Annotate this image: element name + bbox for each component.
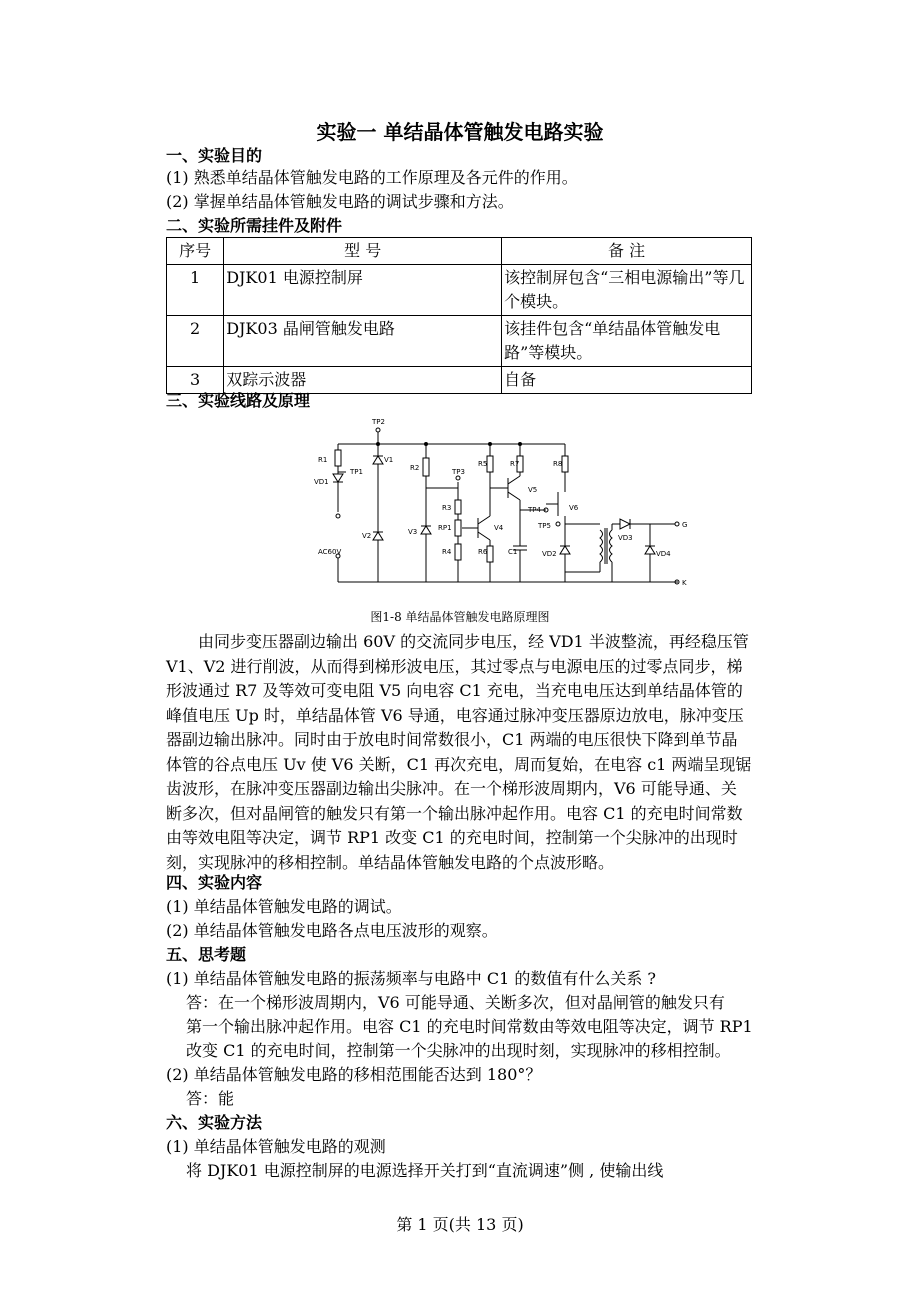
answer-2: 答：能 [186, 1089, 235, 1108]
label-v5: V5 [528, 486, 538, 494]
principle-paragraph [166, 630, 752, 875]
label-tp1: TP1 [350, 468, 363, 476]
label-vd2: VD2 [542, 550, 557, 558]
answer-1-line-3: 改变 C1 的充电时间，控制第一个尖脉冲的出现时刻，实现脉冲的移相控制。 [186, 1041, 731, 1060]
label-ac60v: AC60V [318, 548, 342, 556]
answer-1-line-2: 第一个输出脉冲起作用。电容 C1 的充电时间常数由等效电阻等决定，调节 RP1 [186, 1017, 753, 1036]
answer-1-line-1: 答：在一个梯形波周期内，V6 可能导通、关断多次，但对晶闸管的触发只有 [186, 993, 725, 1012]
section-4-item-2: (2) 单结晶体管触发电路各点电压波形的观察。 [166, 921, 498, 940]
label-g: G [682, 521, 688, 529]
table-cell-no: 3 [167, 367, 224, 394]
table-header-model: 型 号 [224, 238, 502, 265]
figure-caption: 图1-8 单结晶体管触发电路原理图 [370, 610, 550, 624]
label-r7: R7 [510, 460, 520, 468]
equipment-table [166, 237, 752, 394]
label-tp4: TP4 [528, 506, 541, 514]
label-tp3: TP3 [452, 468, 465, 476]
table-cell-note: 自备 [502, 367, 752, 394]
section-4-heading: 四、实验内容 [166, 873, 263, 892]
label-v3: V3 [408, 528, 418, 536]
label-r5: R5 [478, 460, 488, 468]
label-c1: C1 [508, 548, 518, 556]
section-2-heading: 二、实验所需挂件及附件 [166, 216, 343, 235]
label-r8: R8 [553, 460, 563, 468]
table-header-no: 序号 [167, 238, 224, 265]
table-cell-no: 1 [167, 265, 224, 316]
table-header-row [167, 238, 752, 265]
label-v6: V6 [569, 504, 579, 512]
question-1: (1) 单结晶体管触发电路的振荡频率与电路中 C1 的数值有什么关系 ? [166, 969, 657, 988]
section-6-item-1: (1) 单结晶体管触发电路的观测 [166, 1137, 386, 1156]
table-row [167, 367, 752, 394]
label-v4: V4 [494, 524, 504, 532]
label-tp5: TP5 [538, 522, 551, 530]
label-r2: R2 [410, 464, 420, 472]
label-k: K [682, 579, 687, 587]
label-tp2: TP2 [372, 418, 385, 426]
label-vd3: VD3 [618, 534, 633, 542]
table-cell-model: 双踪示波器 [224, 367, 502, 394]
table-cell-note: 该挂件包含“单结晶体管触发电路”等模块。 [502, 316, 752, 367]
label-r4: R4 [442, 548, 452, 556]
page-title: 实验一 单结晶体管触发电路实验 [316, 120, 604, 144]
section-6-heading: 六、实验方法 [166, 1113, 263, 1132]
section-5-heading: 五、思考题 [166, 945, 247, 964]
table-row [167, 265, 752, 316]
circuit-diagram [310, 412, 700, 608]
label-r1: R1 [318, 456, 328, 464]
table-cell-note: 该控制屏包含“三相电源输出”等几个模块。 [502, 265, 752, 316]
label-v1: V1 [384, 456, 394, 464]
label-v2: V2 [362, 532, 372, 540]
table-cell-model: DJK03 晶闸管触发电路 [224, 316, 502, 367]
label-rp1: RP1 [438, 524, 452, 532]
principle-text: 由同步变压器副边输出 60V 的交流同步电压，经 VD1 半波整流，再经稳压管 V1、V2 进行削波，从而得到梯形波电压，其过零点与电源电压的过零点同步，梯形波通过 R7 及等效可变电阻 V5 向电容 C1 充电，当充电电压达到单结晶体管的峰值电压 Up 时，单结晶体管 V6 导通，电容通过脉冲变压器原边放电，脉冲变压器副边输出脉冲。同时由于放电时间常数很小，C1 两端的电压很快下降到单节晶体管的谷点电压 Uv 使 V6 关断，C1 再次充电，周而复始，在电容 c1 两端呈现锯齿波形，在脉冲变压器副边输出尖脉冲。在一个梯形波周期内，V6 可能导通、关断多次，但对晶闸管的触发只有第一个输出脉冲起作用。电容 C1 的充电时间常数由等效电阻等决定，调节 RP1 改变 C1 的充电时间，控制第一个尖脉冲的出现时刻，实现脉冲的移相控制。单结晶体管触发电路的个点波形略。 [166, 632, 752, 872]
question-2: (2) 单结晶体管触发电路的移相范围能否达到 180°？ [166, 1065, 542, 1084]
label-vd1: VD1 [314, 478, 329, 486]
section-1-heading: 一、实验目的 [166, 146, 263, 165]
label-r6: R6 [478, 548, 488, 556]
section-6-text: 将 DJK01 电源控制屏的电源选择开关打到“直流调速”侧 , 使输出线 [186, 1161, 664, 1180]
table-header-note: 备 注 [502, 238, 752, 265]
section-1-item-2: (2) 掌握单结晶体管触发电路的调试步骤和方法。 [166, 192, 514, 211]
table-cell-model: DJK01 电源控制屏 [224, 265, 502, 316]
page-footer: 第 1 页(共 13 页) [396, 1215, 524, 1234]
section-1-item-1: (1) 熟悉单结晶体管触发电路的工作原理及各元件的作用。 [166, 168, 578, 187]
section-4-item-1: (1) 单结晶体管触发电路的调试。 [166, 897, 402, 916]
table-cell-no: 2 [167, 316, 224, 367]
table-row [167, 316, 752, 367]
label-vd4: VD4 [656, 550, 671, 558]
section-3-heading: 三、实验线路及原理 [166, 391, 311, 410]
label-r3: R3 [442, 504, 452, 512]
